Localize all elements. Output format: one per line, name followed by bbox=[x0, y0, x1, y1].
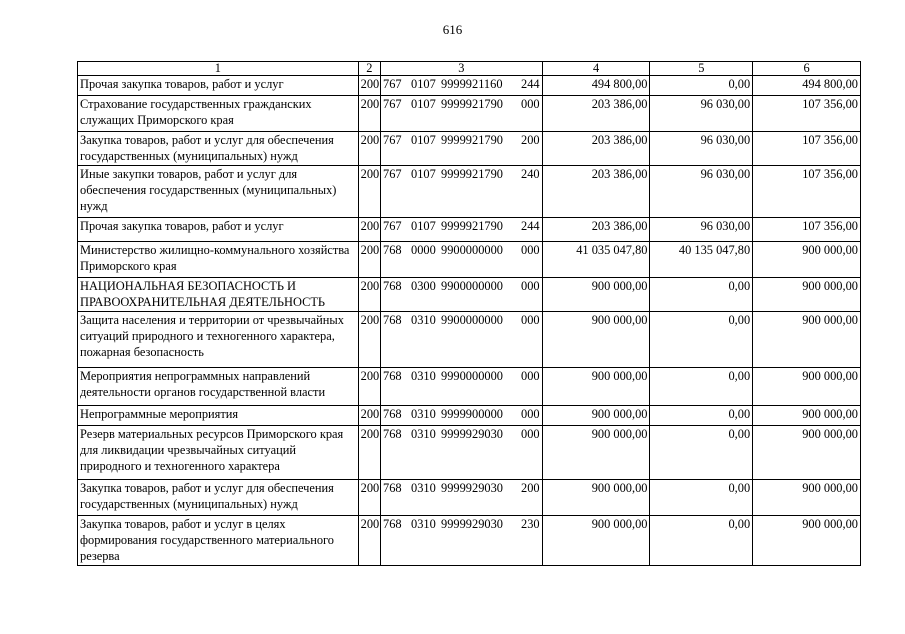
row-col6-cell: 107 356,00 bbox=[753, 218, 861, 242]
row-cs: 9999900000 bbox=[441, 407, 503, 421]
row-rz: 0107 bbox=[411, 97, 436, 111]
row-cs: 9900000000 bbox=[441, 313, 503, 327]
row-ved: 768 bbox=[383, 427, 402, 441]
row-col4-cell: 900 000,00 bbox=[542, 480, 650, 516]
row-gr-cell: 200 bbox=[358, 516, 380, 566]
row-code-cell bbox=[381, 406, 543, 426]
row-cs: 9999921790 bbox=[441, 133, 503, 147]
row-col6-cell: 900 000,00 bbox=[753, 312, 861, 368]
row-rz: 0310 bbox=[411, 481, 436, 495]
budget-table bbox=[77, 61, 861, 566]
row-gr-cell: 200 bbox=[358, 96, 380, 132]
row-vr: 230 bbox=[521, 517, 540, 531]
table-row bbox=[78, 132, 861, 166]
row-rz: 0310 bbox=[411, 427, 436, 441]
row-ved: 767 bbox=[383, 133, 402, 147]
table-row bbox=[78, 76, 861, 96]
row-rz: 0107 bbox=[411, 133, 436, 147]
row-code-cell bbox=[381, 368, 543, 406]
row-code-cell bbox=[381, 218, 543, 242]
row-rz: 0310 bbox=[411, 313, 436, 327]
row-vr: 240 bbox=[521, 167, 540, 181]
row-code-cell bbox=[381, 516, 543, 566]
row-col6-cell: 900 000,00 bbox=[753, 406, 861, 426]
row-code-cell bbox=[381, 132, 543, 166]
row-rz: 0300 bbox=[411, 279, 436, 293]
row-col6-cell: 900 000,00 bbox=[753, 516, 861, 566]
row-rz: 0310 bbox=[411, 369, 436, 383]
row-vr: 000 bbox=[521, 369, 540, 383]
row-cs: 9999921790 bbox=[441, 97, 503, 111]
table-row bbox=[78, 480, 861, 516]
table-row bbox=[78, 278, 861, 312]
row-cs: 9999929030 bbox=[441, 481, 503, 495]
row-name-cell: Закупка товаров, работ и услуг для обеспечения государственных (муниципальных) нужд bbox=[78, 132, 359, 166]
row-vr: 000 bbox=[521, 97, 540, 111]
row-col4-cell: 203 386,00 bbox=[542, 166, 650, 218]
row-col4-cell: 900 000,00 bbox=[542, 368, 650, 406]
row-name-cell: Министерство жилищно-коммунального хозяйства Приморского края bbox=[78, 242, 359, 278]
row-cs: 9999921160 bbox=[441, 77, 503, 91]
row-col6-cell: 900 000,00 bbox=[753, 368, 861, 406]
page-number: 616 bbox=[442, 22, 463, 37]
row-rz: 0107 bbox=[411, 219, 436, 233]
row-gr-cell: 200 bbox=[358, 76, 380, 96]
row-name-cell: НАЦИОНАЛЬНАЯ БЕЗОПАСНОСТЬ И ПРАВООХРАНИТЕЛЬНАЯ ДЕЯТЕЛЬНОСТЬ bbox=[78, 278, 359, 312]
row-ved: 767 bbox=[383, 219, 402, 233]
row-col4-cell: 494 800,00 bbox=[542, 76, 650, 96]
row-name-cell: Прочая закупка товаров, работ и услуг bbox=[78, 76, 359, 96]
row-ved: 768 bbox=[383, 279, 402, 293]
row-gr-cell: 200 bbox=[358, 132, 380, 166]
row-rz: 0107 bbox=[411, 77, 436, 91]
row-cs: 9999921790 bbox=[441, 219, 503, 233]
header-cell-6: 6 bbox=[753, 62, 861, 76]
row-col4-cell: 900 000,00 bbox=[542, 406, 650, 426]
row-vr: 000 bbox=[521, 243, 540, 257]
row-gr-cell: 200 bbox=[358, 242, 380, 278]
row-name-cell: Страхование государственных гражданских служащих Приморского края bbox=[78, 96, 359, 132]
row-code-cell bbox=[381, 312, 543, 368]
row-name-cell: Закупка товаров, работ и услуг в целях формирования государственного материального резерва bbox=[78, 516, 359, 566]
row-col5-cell: 96 030,00 bbox=[650, 166, 753, 218]
row-code-cell bbox=[381, 242, 543, 278]
row-rz: 0310 bbox=[411, 517, 436, 531]
row-col5-cell: 96 030,00 bbox=[650, 132, 753, 166]
row-name-cell: Прочая закупка товаров, работ и услуг bbox=[78, 218, 359, 242]
row-cs: 9990000000 bbox=[441, 369, 503, 383]
row-col4-cell: 203 386,00 bbox=[542, 218, 650, 242]
row-col4-cell: 900 000,00 bbox=[542, 312, 650, 368]
header-cell-2: 2 bbox=[358, 62, 380, 76]
row-ved: 768 bbox=[383, 313, 402, 327]
row-vr: 244 bbox=[521, 219, 540, 233]
row-name-cell: Защита населения и территории от чрезвычайных ситуаций природного и техногенного характера, пожарная безопасность bbox=[78, 312, 359, 368]
row-ved: 768 bbox=[383, 407, 402, 421]
row-name-cell: Резерв материальных ресурсов Приморского края для ликвидации чрезвычайных ситуаций природного и техногенного характера bbox=[78, 426, 359, 480]
row-col4-cell: 203 386,00 bbox=[542, 132, 650, 166]
header-cell-3: 3 bbox=[381, 62, 543, 76]
row-vr: 000 bbox=[521, 313, 540, 327]
row-ved: 768 bbox=[383, 243, 402, 257]
table-header-row bbox=[78, 62, 861, 76]
row-cs: 9999921790 bbox=[441, 167, 503, 181]
row-col6-cell: 107 356,00 bbox=[753, 166, 861, 218]
row-code-cell bbox=[381, 278, 543, 312]
row-ved: 768 bbox=[383, 369, 402, 383]
row-gr-cell: 200 bbox=[358, 166, 380, 218]
row-code-cell bbox=[381, 480, 543, 516]
row-col4-cell: 41 035 047,80 bbox=[542, 242, 650, 278]
row-cs: 9999929030 bbox=[441, 517, 503, 531]
row-col6-cell: 900 000,00 bbox=[753, 278, 861, 312]
table-row bbox=[78, 218, 861, 242]
row-vr: 000 bbox=[521, 427, 540, 441]
row-vr: 200 bbox=[521, 481, 540, 495]
row-rz: 0107 bbox=[411, 167, 436, 181]
header-cell-5: 5 bbox=[650, 62, 753, 76]
row-gr-cell: 200 bbox=[358, 312, 380, 368]
row-col5-cell: 0,00 bbox=[650, 406, 753, 426]
row-code-cell bbox=[381, 166, 543, 218]
row-col5-cell: 0,00 bbox=[650, 76, 753, 96]
row-col5-cell: 40 135 047,80 bbox=[650, 242, 753, 278]
row-ved: 767 bbox=[383, 167, 402, 181]
row-name-cell: Непрограммные мероприятия bbox=[78, 406, 359, 426]
table-row bbox=[78, 242, 861, 278]
row-col6-cell: 494 800,00 bbox=[753, 76, 861, 96]
row-col4-cell: 900 000,00 bbox=[542, 426, 650, 480]
row-col5-cell: 0,00 bbox=[650, 312, 753, 368]
row-col5-cell: 0,00 bbox=[650, 278, 753, 312]
row-col5-cell: 0,00 bbox=[650, 368, 753, 406]
table-row bbox=[78, 96, 861, 132]
row-code-cell bbox=[381, 426, 543, 480]
table-row bbox=[78, 166, 861, 218]
row-name-cell: Мероприятия непрограммных направлений деятельности органов государственной власти bbox=[78, 368, 359, 406]
row-gr-cell: 200 bbox=[358, 406, 380, 426]
row-ved: 768 bbox=[383, 517, 402, 531]
row-gr-cell: 200 bbox=[358, 426, 380, 480]
row-cs: 9999929030 bbox=[441, 427, 503, 441]
row-ved: 768 bbox=[383, 481, 402, 495]
row-vr: 000 bbox=[521, 407, 540, 421]
row-col6-cell: 900 000,00 bbox=[753, 426, 861, 480]
row-code-cell bbox=[381, 96, 543, 132]
row-col5-cell: 96 030,00 bbox=[650, 218, 753, 242]
row-col5-cell: 0,00 bbox=[650, 426, 753, 480]
row-cs: 9900000000 bbox=[441, 243, 503, 257]
row-ved: 767 bbox=[383, 97, 402, 111]
row-col5-cell: 0,00 bbox=[650, 516, 753, 566]
row-gr-cell: 200 bbox=[358, 218, 380, 242]
row-col5-cell: 96 030,00 bbox=[650, 96, 753, 132]
row-code-cell bbox=[381, 76, 543, 96]
table-row bbox=[78, 368, 861, 406]
row-name-cell: Закупка товаров, работ и услуг для обеспечения государственных (муниципальных) нужд bbox=[78, 480, 359, 516]
row-col4-cell: 900 000,00 bbox=[542, 516, 650, 566]
row-col4-cell: 203 386,00 bbox=[542, 96, 650, 132]
row-rz: 0310 bbox=[411, 407, 436, 421]
row-gr-cell: 200 bbox=[358, 368, 380, 406]
header-cell-1: 1 bbox=[78, 62, 359, 76]
table-body bbox=[78, 76, 861, 566]
row-vr: 000 bbox=[521, 279, 540, 293]
row-col6-cell: 900 000,00 bbox=[753, 242, 861, 278]
row-ved: 767 bbox=[383, 77, 402, 91]
row-vr: 244 bbox=[521, 77, 540, 91]
row-col4-cell: 900 000,00 bbox=[542, 278, 650, 312]
row-vr: 200 bbox=[521, 133, 540, 147]
row-col6-cell: 107 356,00 bbox=[753, 96, 861, 132]
row-col6-cell: 900 000,00 bbox=[753, 480, 861, 516]
row-cs: 9900000000 bbox=[441, 279, 503, 293]
table-row bbox=[78, 516, 861, 566]
row-col6-cell: 107 356,00 bbox=[753, 132, 861, 166]
row-gr-cell: 200 bbox=[358, 480, 380, 516]
header-cell-4: 4 bbox=[542, 62, 650, 76]
table-row bbox=[78, 406, 861, 426]
table-row bbox=[78, 426, 861, 480]
row-gr-cell: 200 bbox=[358, 278, 380, 312]
table-row bbox=[78, 312, 861, 368]
row-name-cell: Иные закупки товаров, работ и услуг для обеспечения государственных (муниципальных) нужд bbox=[78, 166, 359, 218]
row-rz: 0000 bbox=[411, 243, 436, 257]
row-col5-cell: 0,00 bbox=[650, 480, 753, 516]
